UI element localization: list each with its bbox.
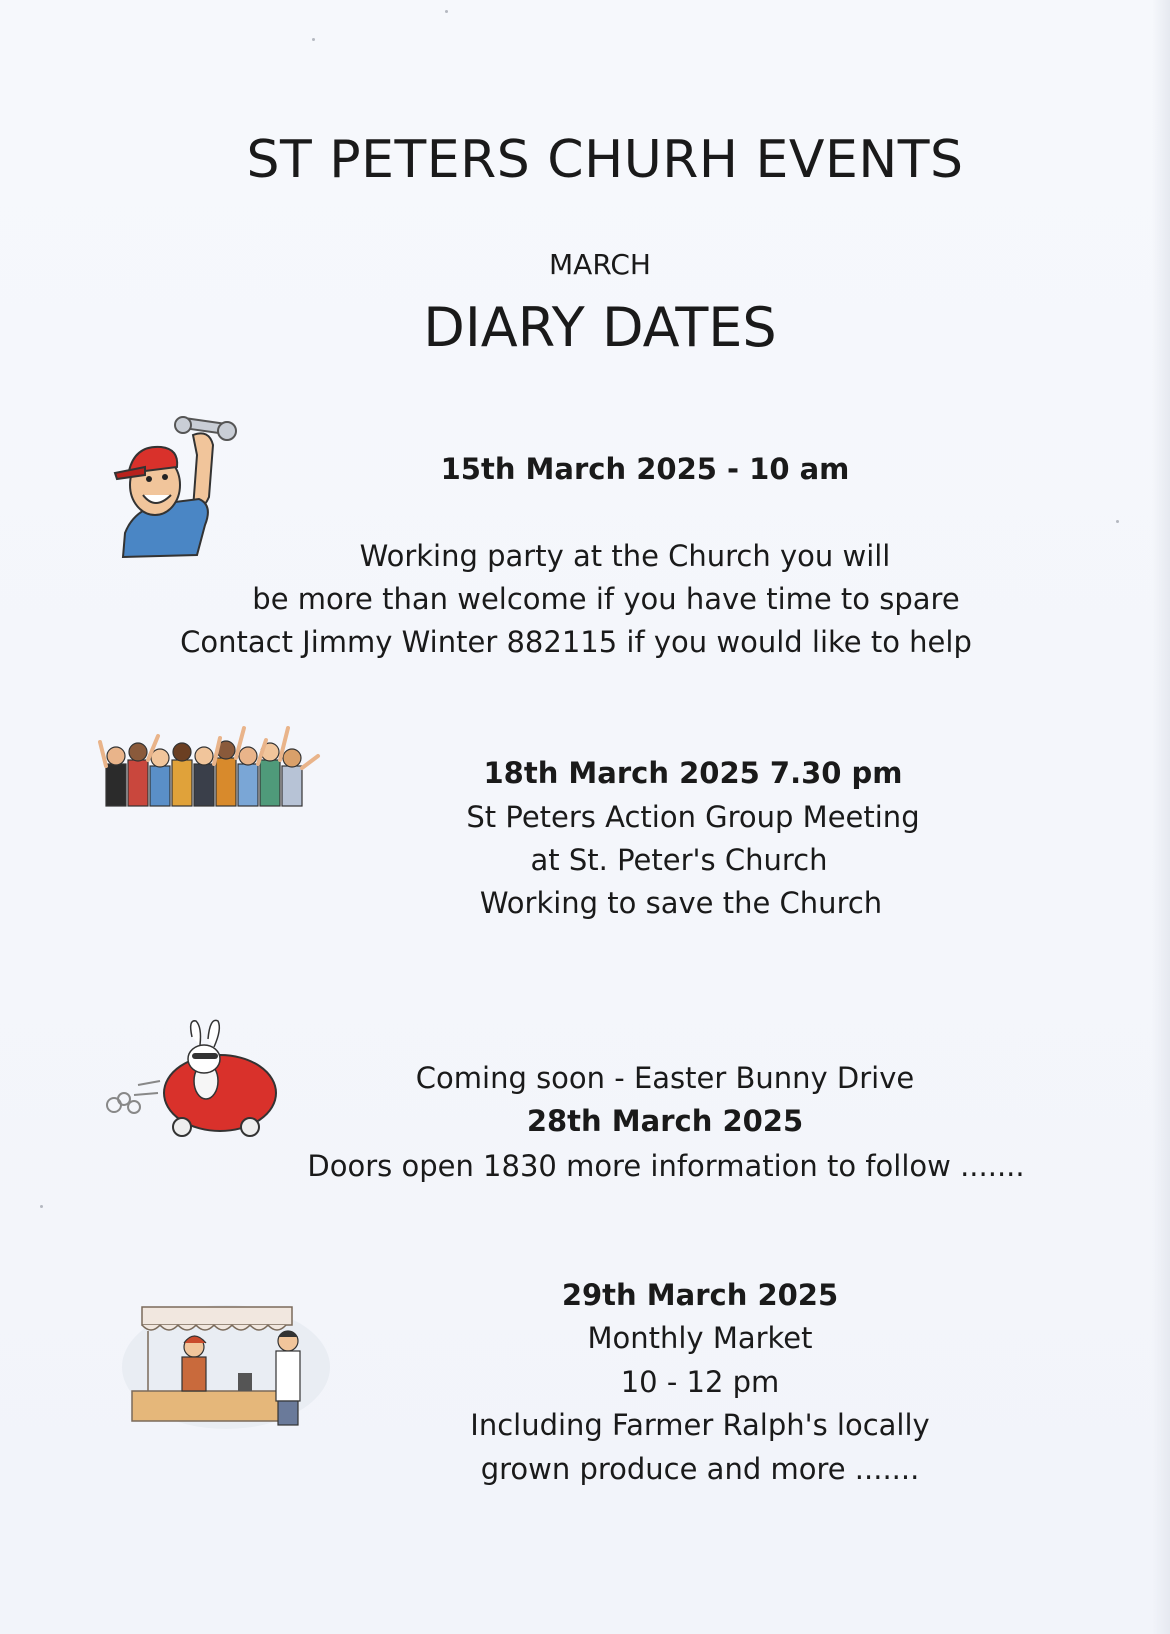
month-label: MARCH bbox=[549, 248, 651, 281]
event-date-time: 29th March 2025 bbox=[561, 1278, 839, 1312]
event-description-line: Contact Jimmy Winter 882115 if you would like to help bbox=[180, 625, 972, 659]
event-description-line: St Peters Action Group Meeting bbox=[466, 800, 920, 834]
event-description-line: 10 - 12 pm bbox=[620, 1365, 780, 1399]
event-date-time: 15th March 2025 - 10 am bbox=[440, 452, 850, 486]
event-date-time: 18th March 2025 7.30 pm bbox=[483, 756, 903, 790]
event-description-line: Including Farmer Ralph's locally bbox=[470, 1408, 930, 1442]
scan-speck bbox=[40, 1205, 43, 1208]
event-description-line: Monthly Market bbox=[587, 1321, 813, 1355]
scan-speck bbox=[445, 10, 448, 13]
event-description-line: be more than welcome if you have time to spare bbox=[252, 582, 960, 616]
scan-speck bbox=[312, 38, 315, 41]
event-description-line: Doors open 1830 more information to follow ....... bbox=[307, 1149, 1025, 1183]
event-date-time: 28th March 2025 bbox=[526, 1104, 804, 1138]
event-description-line: Working party at the Church you will bbox=[359, 539, 891, 573]
page-subtitle: DIARY DATES bbox=[423, 296, 777, 359]
event-description-line: Working to save the Church bbox=[479, 886, 883, 920]
scan-speck bbox=[1116, 520, 1119, 523]
event-intro-line: Coming soon - Easter Bunny Drive bbox=[415, 1061, 915, 1095]
event-description-line: at St. Peter's Church bbox=[530, 843, 828, 877]
page-title: ST PETERS CHURH EVENTS bbox=[246, 130, 964, 190]
event-description-line: grown produce and more ....... bbox=[480, 1452, 920, 1486]
